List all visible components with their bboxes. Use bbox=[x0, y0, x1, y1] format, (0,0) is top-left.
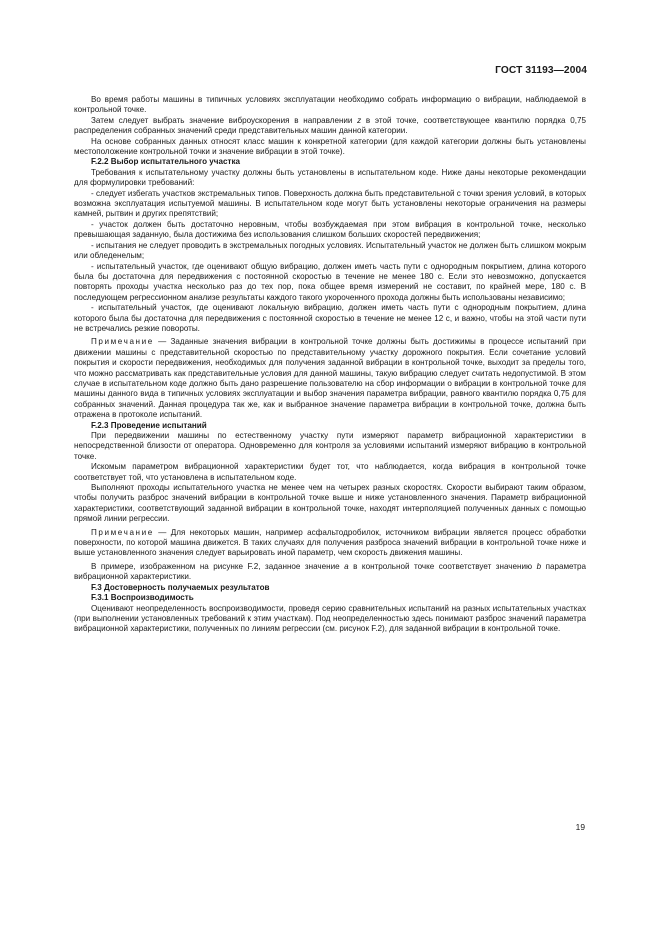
list-item: - испытательный участок, где оценивают общую вибрацию, должен иметь часть пути с однородным покрытием, длина которого была бы достаточна для передвижения с постоянной скоростью в течение не менее 180 с. Если это невозможно, допускается повторять проходы участка несколько раз до тех пор, пока общее время измерений не составит, по крайней мере, 180 с. В последующем регрессионном анализе результаты каждого такого укороченного прохода должны быть использованы независимо; bbox=[74, 261, 586, 302]
note-text: — Заданные значения вибрации в контрольной точке должны быть достижимы в процессе испытаний при движении машины с представительной скоростью по представительному участку дорожного покрытия. Если сочетание условий покрытия и скорости передвижения, необходимых для получения заданной вибрации в контрольной точке, выходит за пределы того, что можно рассматривать как представительные условия для данной машины, такую вибрацию следует считать недопустимой. В этом случае в испытательном коде должно быть дано разрешение пользователю на сбор информации о вибрации в контрольной точке для машины данного вида в типичных условиях эксплуатации и выбор значения параметра вибрации, равного квантилю порядка 0,75 для собранных значений. Данная процедура так же, как и выбранное значение параметра вибрации в контрольной точке, должна быть отражена в протоколе испытаний. bbox=[74, 337, 586, 420]
paragraph: На основе собранных данных относят класс машин к конкретной категории (для каждой категории должны быть установлены местоположение контрольной точки и значение вибрации в этой точке). bbox=[74, 136, 586, 157]
note-label: Примечание bbox=[91, 337, 154, 347]
paragraph: Во время работы машины в типичных условиях эксплуатации необходимо собрать информацию о вибрации, наблюдаемой в контрольной точке. bbox=[74, 95, 586, 115]
document-body bbox=[74, 95, 586, 635]
note bbox=[74, 528, 586, 559]
document-id: ГОСТ 31193—2004 bbox=[495, 65, 587, 76]
variable-z: z bbox=[357, 115, 362, 125]
section-heading-f31: F.3.1 Воспроизводимость bbox=[91, 593, 194, 603]
section-heading-f22: F.2.2 Выбор испытательного участка bbox=[91, 157, 241, 167]
paragraph bbox=[74, 116, 586, 137]
list-item: - следует избегать участков экстремальных типов. Поверхность должна быть представительной с точки зрения условий, в которых возможна эксплуатация испытуемой машины. В испытательном коде могут быть установлены некоторые ограничения на размеры камней, рытвин и других препятствий; bbox=[74, 188, 586, 219]
list-item: - испытательный участок, где оценивают локальную вибрацию, должен иметь часть пути с однородным покрытием, длина которого была бы достаточна для передвижения с постоянной скоростью в течение не менее 12 с, и важно, чтобы на этой части пути не встречались резкие повороты. bbox=[74, 303, 586, 333]
list-item: - участок должен быть достаточно неровным, чтобы возбуждаемая при этом вибрация в контрольной точке, несколько превышающая заданную, была достижима без использования слишком больших скоростей передвижения; bbox=[74, 219, 586, 240]
list-item: - испытания не следует проводить в экстремальных погодных условиях. Испытательный участок не должен быть слишком мокрым или обледенелым; bbox=[74, 240, 587, 261]
page-number: 19 bbox=[575, 822, 585, 832]
note-label: Примечание bbox=[91, 527, 154, 537]
text-span: Затем следует выбрать значение виброускорения в направлении bbox=[91, 115, 358, 125]
paragraph: Оценивают неопределенность воспроизводимости, проведя серию сравнительных испытаний на разных испытательных участках (при выполнении установленных требований к этим участкам). Под неопределенностью здесь понимают разброс значений параметра вибрационной характеристики, полученных по линиям регрессии (см. рисунок F.2), для заданной вибрации в контрольной точке. bbox=[74, 603, 586, 634]
text-span: в этой точке, соответствующее квантилю порядка 0,75 распределения собранных значений среди представительных машин данной категории. bbox=[74, 115, 587, 136]
section-heading-f23: F.2.3 Проведение испытаний bbox=[91, 420, 207, 430]
paragraph: Требования к испытательному участку должны быть установлены в испытательном коде. Ниже даны некоторые рекомендации для формулировки требований: bbox=[74, 167, 586, 188]
paragraph bbox=[74, 562, 586, 583]
note-text: — Для некоторых машин, например асфальтодробилок, источником вибрации является процесс обработки поверхности, по которой машина движется. В таких случаях для получения разброса значений вибрации в контрольной точке ниже и выше установленного значения следует варьировать иной параметр, чем скорость движения машины. bbox=[74, 527, 586, 558]
paragraph: Искомым параметром вибрационной характеристики будет тот, что наблюдается, когда вибрация в контрольной точке соответствует той, что установлена в испытательном коде. bbox=[74, 462, 586, 482]
variable-a: a bbox=[344, 561, 349, 571]
text-span: В примере, изображенном на рисунке F.2, заданное значение bbox=[91, 561, 345, 571]
section-heading-f3: F.3 Достоверность получаемых результатов bbox=[91, 582, 270, 592]
paragraph: Выполняют проходы испытательного участка не менее чем на четырех разных скоростях. Скорости выбирают таким образом, чтобы получить разброс значений вибрации в контрольной точке выше и ниже установленного значения. Параметр вибрационной характеристики, соответствующий заданной вибрации в контрольной точке, находят интерполяцией полученных данных с помощью прямой линии регрессии. bbox=[74, 483, 586, 524]
note bbox=[74, 337, 586, 420]
text-span: параметра вибрационной характеристики. bbox=[74, 561, 586, 582]
text-span: в контрольной точке соответствует значению bbox=[348, 561, 537, 571]
paragraph: При передвижении машины по естественному участку пути измеряют параметр вибрационной характеристики в непосредственной близости от оператора. Одновременно для контроля за условиями испытаний измеряют вибрацию в контрольной точке. bbox=[74, 431, 586, 461]
variable-b: b bbox=[536, 561, 542, 571]
